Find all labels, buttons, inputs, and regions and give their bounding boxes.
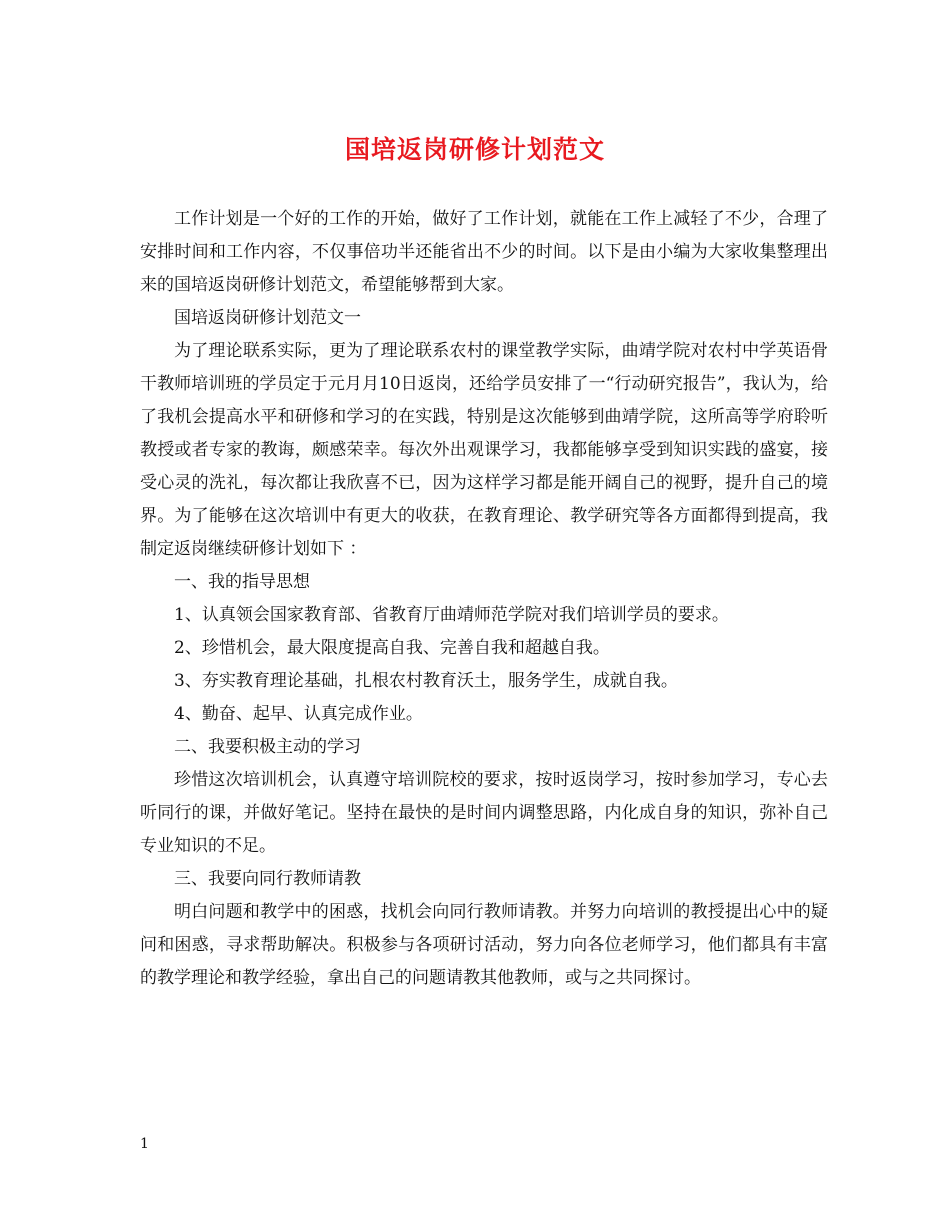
paragraph-heading-1: 一、我的指导思想 (174, 572, 310, 592)
paragraph-item-3: 3、夯实教育理论基础，扎根农村教育沃土，服务学生，成就自我。 (174, 671, 678, 691)
paragraph-item-2: 2、珍惜机会，最大限度提高自我、完善自我和超越自我。 (174, 638, 610, 658)
paragraph-heading-3: 三、我要向同行教师请教 (174, 869, 361, 889)
paragraph-item-1: 1、认真领会国家教育部、省教育厅曲靖师范学院对我们培训学员的要求。 (174, 605, 729, 625)
paragraph-heading-2: 二、我要积极主动的学习 (174, 737, 361, 757)
paragraph-main: 为了理论联系实际，更为了理论联系农村的课堂教学实际，曲靖学院对农村中学英语骨干教师培训班的学员定于元月月10日返岗，还给学员安排了一“行动研究报告”，我认为，给了我机会提高水平和研修和学习的在实践，特别是这次能够到曲靖学院，这所高等学府聆听教授或者专家的教诲，颇感荣幸。每次外出观课学习，我都能够享受到知识实践的盛宴，接受心灵的洗礼，每次都让我欣喜不已，因为这样学习都是能开阔自己的视野，提升自己的境界。为了能够在这次培训中有更大的收获，在教育理论、教学研究等各方面都得到提高，我制定返岗继续研修计划如下 ： (140, 341, 828, 559)
paragraph-section-heading: 国培返岗研修计划范文一 (174, 308, 361, 328)
paragraph-item-4: 4、勤奋、起早、认真完成作业。 (174, 704, 423, 724)
document-body (140, 203, 828, 995)
paragraph-study: 珍惜这次培训机会，认真遵守培训院校的要求，按时返岗学习，按时参加学习，专心去听同行的课，并做好笔记。坚持在最快的是时间内调整思路，内化成自身的知识，弥补自己专业知识的不足。 (140, 770, 828, 856)
paragraph-intro: 工作计划是一个好的工作的开始，做好了工作计划，就能在工作上减轻了不少，合理了安排时间和工作内容，不仅事倍功半还能省出不少的时间。以下是由小编为大家收集整理出来的国培返岗研修计划范文，希望能够帮到大家。 (140, 209, 828, 295)
document-title: 国培返岗研修计划范文 (344, 135, 605, 164)
paragraph-consult: 明白问题和教学中的困惑，找机会向同行教师请教。并努力向培训的教授提出心中的疑问和困惑，寻求帮助解决。积极参与各项研讨活动，努力向各位老师学习，他们都具有丰富的教学理论和教学经验，拿出自己的问题请教其他教师，或与之共同探讨。 (140, 902, 828, 988)
page-number: 1 (140, 1136, 149, 1152)
